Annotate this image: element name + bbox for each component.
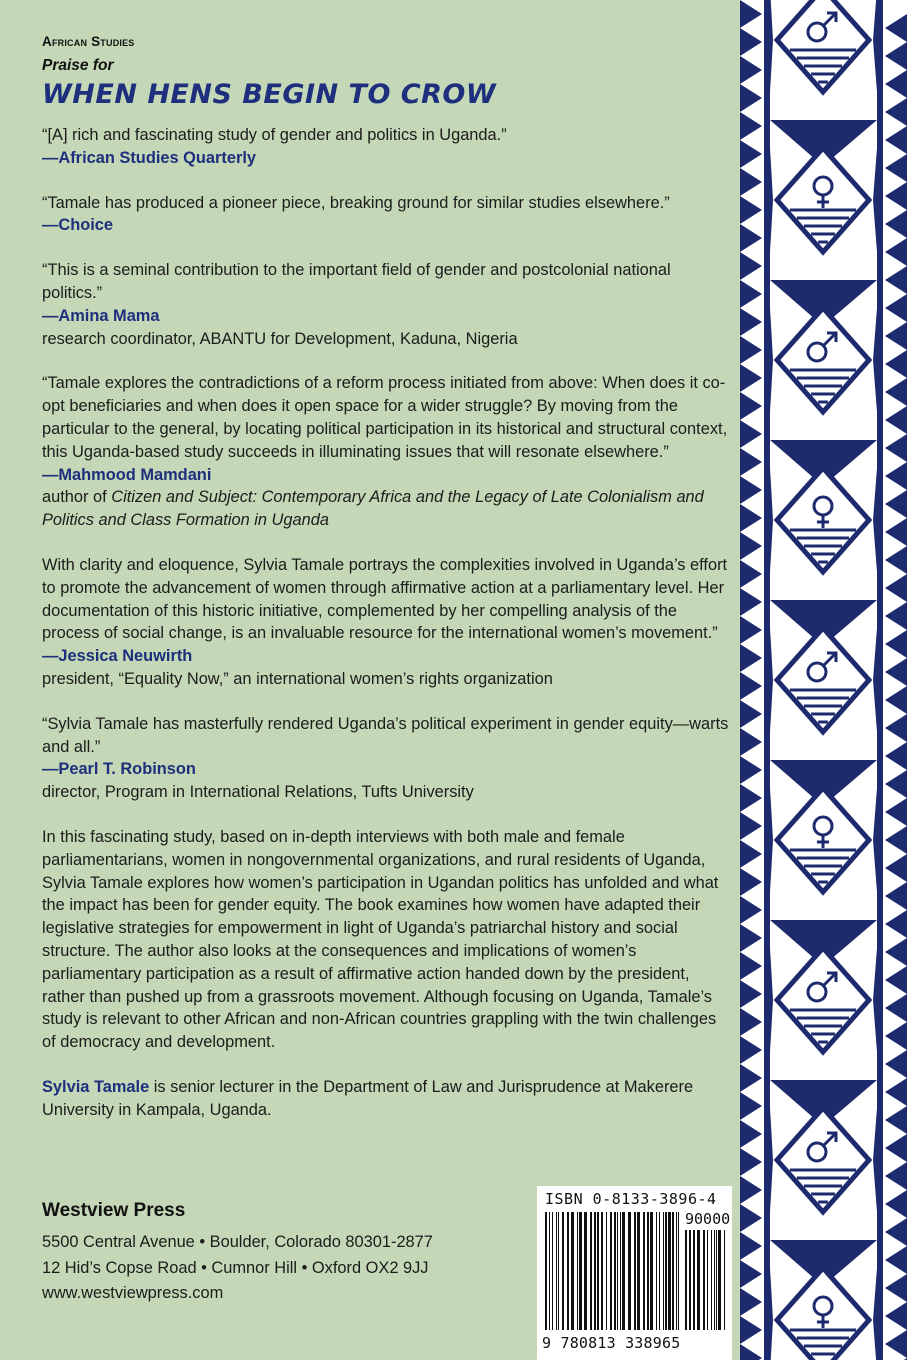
quote-block — [42, 192, 732, 238]
barcode-bar — [622, 1212, 625, 1330]
ean-number: 9 780813 338965 — [542, 1334, 681, 1352]
role-prefix: author of — [42, 488, 112, 507]
barcode-bar — [628, 1212, 631, 1330]
barcode-bar — [601, 1212, 603, 1330]
quote-attribution: —Amina Mama — [42, 306, 160, 325]
barcode-bar — [617, 1212, 618, 1330]
barcode-bar — [594, 1212, 596, 1330]
book-title: WHEN HENS BEGIN TO CROW — [42, 79, 497, 110]
barcode-bar — [620, 1212, 621, 1330]
quote-text: “[A] rich and fascinating study of gender and politics in Uganda.” — [42, 126, 507, 144]
publisher-address-uk: 12 Hid’s Copse Road • Cumnor Hill • Oxford OX2 9JJ — [42, 1258, 429, 1277]
barcode-bar — [724, 1230, 725, 1330]
barcode-bar — [597, 1212, 599, 1330]
barcode-bar — [659, 1212, 660, 1330]
quote-role: president, “Equality Now,” an international women’s rights organization — [42, 669, 553, 688]
border-band — [764, 0, 770, 1360]
barcode-bar — [579, 1212, 582, 1330]
quote-role: director, Program in International Relations, Tufts University — [42, 783, 474, 802]
barcode-bar — [663, 1212, 664, 1330]
quote-block — [42, 713, 732, 804]
quote-block — [42, 259, 732, 350]
barcode-bar — [665, 1212, 667, 1330]
barcode-bar — [584, 1212, 587, 1330]
quote-attribution: —Jessica Neuwirth — [42, 647, 193, 666]
barcode-bar — [697, 1230, 700, 1330]
price-code: 90000 — [685, 1210, 731, 1228]
barcode-bar — [650, 1212, 653, 1330]
quote-text: “Sylvia Tamale has masterfully rendered Uganda’s political experiment in gender equity—warts and all.” — [42, 714, 729, 756]
role-book-titles: Citizen and Subject: Contemporary Africa and the Legacy of Late Colonialism and Politics and Class Formation in Uganda — [42, 488, 704, 530]
quote-role — [42, 486, 732, 532]
barcode-bar — [707, 1230, 708, 1330]
publisher-address-us: 5500 Central Avenue • Boulder, Colorado 80301-2877 — [42, 1233, 433, 1251]
publisher-name: Westview Press — [42, 1200, 186, 1221]
barcode-bar — [552, 1212, 553, 1330]
publisher-website: www.westviewpress.com — [42, 1284, 224, 1303]
author-bio-text: is senior lecturer in the Department of Law and Jurisprudence at Makerere University in Kampala, Uganda. — [42, 1077, 694, 1119]
barcode-bar — [610, 1212, 612, 1330]
barcode-bar — [614, 1212, 616, 1330]
publisher-info — [42, 1200, 433, 1307]
barcode-bar — [718, 1230, 721, 1330]
quote-attribution: —Choice — [42, 216, 114, 235]
barcode-bar — [590, 1212, 592, 1330]
barcode-bar — [562, 1212, 564, 1330]
category-label: African Studies — [42, 34, 135, 49]
barcode-bar — [716, 1230, 717, 1330]
barcode-bar — [571, 1212, 574, 1330]
praise-label: Praise for — [42, 57, 114, 74]
barcode-bar — [656, 1212, 657, 1330]
back-cover-text — [42, 34, 732, 1143]
barcode-bar — [714, 1230, 715, 1330]
barcode-bar — [606, 1212, 607, 1330]
barcode-bar — [545, 1212, 547, 1330]
barcode-bar — [556, 1212, 557, 1330]
quote-attribution: —Mahmood Mamdani — [42, 465, 212, 484]
quote-text: “Tamale has produced a pioneer piece, breaking ground for similar studies elsewhere.” — [42, 193, 670, 212]
barcode-bar — [549, 1212, 550, 1330]
barcode-bar — [711, 1230, 712, 1330]
barcode-bar — [685, 1230, 687, 1330]
barcode-bar — [676, 1212, 677, 1330]
barcode-bar — [689, 1230, 691, 1330]
quote-text: “Tamale explores the contradictions of a reform process initiated from above: When does it co-opt beneficiaries and when does it open space for a wider struggle? By moving from the particular to the general, by locating political participation in its historical and structural context, this Uganda-based study succeeds in illuminating issues that will resonate elsewhere.” — [42, 374, 728, 461]
barcode-bar — [672, 1212, 674, 1330]
barcode-bar — [577, 1212, 578, 1330]
barcode-bar — [643, 1212, 645, 1330]
isbn-bars — [545, 1212, 681, 1330]
quote-block — [42, 124, 732, 170]
barcode-bar — [647, 1212, 649, 1330]
barcode-bar — [637, 1212, 640, 1330]
barcode-bar — [703, 1230, 705, 1330]
quote-attribution: —African Studies Quarterly — [42, 148, 257, 167]
barcode-bar — [558, 1212, 559, 1330]
description-text: In this fascinating study, based on in-depth interviews with both male and female parliamentarians, women in nongovernmental organizations, and rural residents of Uganda, Sylvia Tamale explores how women’s participation in Ugandan politics has unfolded and what the impact has been for gender equity. The book examines how women have adapted their legislative strategies for empowerment in light of Uganda’s patriarchal history and social structure. The author also looks at the consequences and implications of women’s parliamentary participation as a result of affirmative action handed down by the president, rather than pushed up from a grassroots movement. Although focusing on Uganda, Tamale’s study is relevant to other African and non-African countries grappling with the twin challenges of democracy and development. — [42, 827, 719, 1052]
barcode-bar — [668, 1212, 671, 1330]
price-bars — [685, 1230, 727, 1330]
quote-block — [42, 554, 732, 691]
barcode-bar — [567, 1212, 569, 1330]
border-band — [877, 0, 883, 1360]
quote-attribution: —Pearl T. Robinson — [42, 760, 196, 779]
author-name: Sylvia Tamale — [42, 1077, 150, 1096]
quote-block — [42, 372, 732, 532]
barcode-bar — [678, 1212, 679, 1330]
quote-role: research coordinator, ABANTU for Development, Kaduna, Nigeria — [42, 329, 518, 348]
barcode-bar — [634, 1212, 636, 1330]
quote-text: With clarity and eloquence, Sylvia Tamale portrays the complexities involved in Uganda’s effort to promote the advancement of women through affirmative action at a parliamentary level. Her documentation of this historic initiative, complemented by her compelling analysis of the process of social change, is an invaluable resource for the international women’s movement.” — [42, 555, 728, 643]
isbn-number: ISBN 0-8133-3896-4 — [545, 1190, 717, 1208]
quote-text: “This is a seminal contribution to the important field of gender and postcolonial national politics.” — [42, 261, 671, 302]
author-bio — [42, 1076, 732, 1122]
isbn-barcode — [537, 1186, 732, 1360]
decorative-border-pattern — [740, 0, 907, 1360]
barcode-bar — [693, 1230, 695, 1330]
book-description — [42, 826, 732, 1054]
